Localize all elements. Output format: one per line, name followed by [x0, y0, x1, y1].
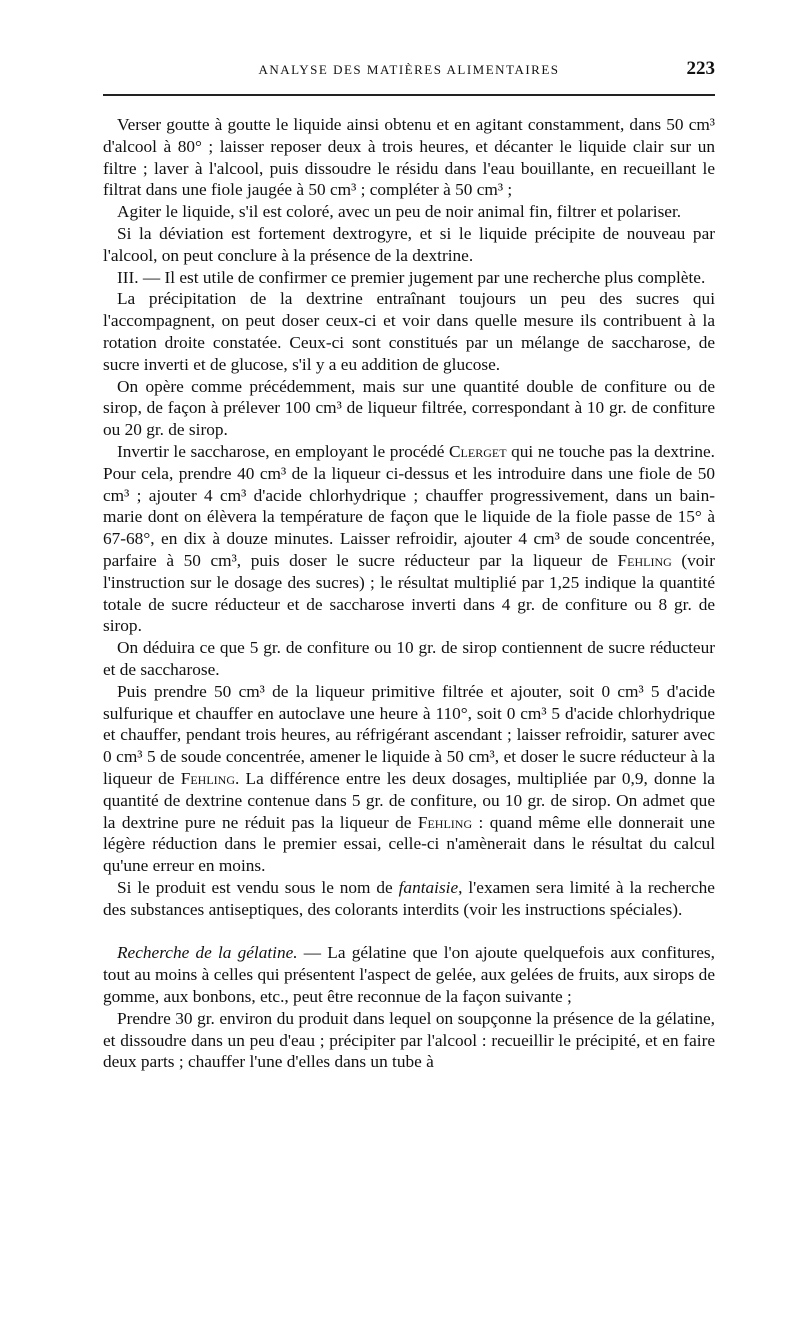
paragraph — [103, 681, 715, 877]
text-run: (voir l'instruction sur le dosage des sucres) ; le résultat multiplié par 1,25 indique la quantité totale de sucre réducteur et de saccharose inverti dans 4 gr. de confiture ou 8 gr. de sirop. — [103, 550, 715, 636]
page-header — [103, 60, 715, 84]
text-run: — La gélatine que l'on ajoute quelquefois aux confitures, tout au moins à celles qui présentent l'aspect de gelée, aux gelées de fruits, aux sirops de gomme, aux bonbons, etc., peut être reconnue de la façon suivante ; — [103, 943, 715, 1007]
paragraph: On opère comme précédemment, mais sur une quantité double de confiture ou de sirop, de façon à prélever 100 cm³ de liqueur filtrée, correspondant à 10 gr. de confiture ou 20 gr. de sirop. — [103, 376, 715, 440]
author-name: Fehling — [617, 550, 672, 570]
paragraph — [103, 942, 715, 1007]
paragraph: III. — Il est utile de confirmer ce premier jugement par une recherche plus complète. — [117, 267, 706, 287]
running-head: ANALYSE DES MATIÈRES ALIMENTAIRES — [258, 62, 560, 77]
text-run: Puis prendre 50 cm³ de la liqueur primitive filtrée et ajouter, soit 0 cm³ 5 d'acide sulfurique et chauffer en autoclave une heure à 110°, soit 0 cm³ 5 d'acide chlorhydrique et chauffer, pendant trois heures, au réfrigérant ascendant ; laisser refroidir, saturer avec 0 cm³ 5 de soude concentrée, amener le liquide à 50 cm³, et doser le sucre réducteur à la liqueur de — [103, 681, 715, 788]
section-heading: Recherche de la gélatine. — [117, 943, 298, 963]
header-rule — [103, 94, 715, 96]
author-name: Clerget — [449, 441, 507, 461]
author-name: Fehling — [417, 812, 473, 832]
paragraph — [103, 877, 715, 921]
emphasis: fantaisie — [398, 877, 459, 897]
text-run: qui ne touche pas la dextrine. Pour cela, prendre 40 cm³ de la liqueur ci-dessus et les introduire dans une fiole de 50 cm³ ; ajouter 4 cm³ d'acide chlorhydrique ; chauffer progressivement, dans un bain-marie dont on élèvera la température de façon que le liquide de la fiole passe de 15° à 67-68°, en dix à douze minutes. Laisser refroidir, ajouter 4 cm³ de soude concentrée, parfaire à 50 cm³, puis doser le sucre réducteur par la liqueur de — [103, 441, 716, 570]
body-text — [103, 114, 715, 1073]
paragraph: La précipitation de la dextrine entraînant toujours un peu des sucres qui l'accompagnent, on peut doser ceux-ci et voir dans quelle mesure ils contribuent à la rotation droite constatée. Ceux-ci sont constitués par un mélange de saccharose, de sucre inverti et de glucose, s'il y a eu addition de glucose. — [103, 289, 715, 374]
text-run: Si le produit est vendu sous le nom de — [117, 877, 399, 897]
paragraph — [103, 441, 715, 637]
text-run: . La différence entre les deux dosages, multipliée par 0,9, donne la quantité de dextrine contenue dans 5 gr. de confiture, ou 10 gr. de sirop. On admet que la dextrine pure ne réduit pas la liqueur de — [103, 768, 715, 832]
author-name: Fehling — [180, 768, 235, 788]
paragraph: Agiter le liquide, s'il est coloré, avec un peu de noir animal fin, filtrer et polariser. — [117, 202, 682, 222]
text-run: , l'examen sera limité à la recherche des substances antiseptiques, des colorants interdits (voir les instructions spéciales). — [103, 877, 715, 919]
text-run: : quand même elle donnerait une légère réduction dans le premier essai, celle-ci n'amènerait dans le résultat du calcul qu'une erreur en moins. — [103, 812, 715, 876]
paragraph: Verser goutte à goutte le liquide ainsi obtenu et en agitant constamment, dans 50 cm³ d'alcool à 80° ; laisser reposer deux à trois heures, et décanter le liquide clair sur un filtre ; laver à l'alcool, puis dissoudre le résidu dans l'eau bouillante, en recueillant le filtrat dans une fiole jaugée à 50 cm³ ; compléter à 50 cm³ ; — [103, 115, 715, 200]
paragraph: On déduira ce que 5 gr. de confiture ou 10 gr. de sirop contiennent de sucre réducteur et de saccharose. — [103, 638, 715, 679]
text-run: Invertir le saccharose, en employant le procédé — [117, 441, 450, 461]
paragraph: Prendre 30 gr. environ du produit dans lequel on soupçonne la présence de la gélatine, et dissoudre dans un peu d'eau ; précipiter par l'alcool : recueillir le précipité, et en faire deux parts ; chauffer l'une d'elles dans un tube à — [103, 1008, 715, 1072]
paragraph: Si la déviation est fortement dextrogyre, et si le liquide précipite de nouveau par l'alcool, on peut conclure à la présence de la dextrine. — [103, 223, 715, 265]
page-number: 223 — [686, 58, 715, 79]
